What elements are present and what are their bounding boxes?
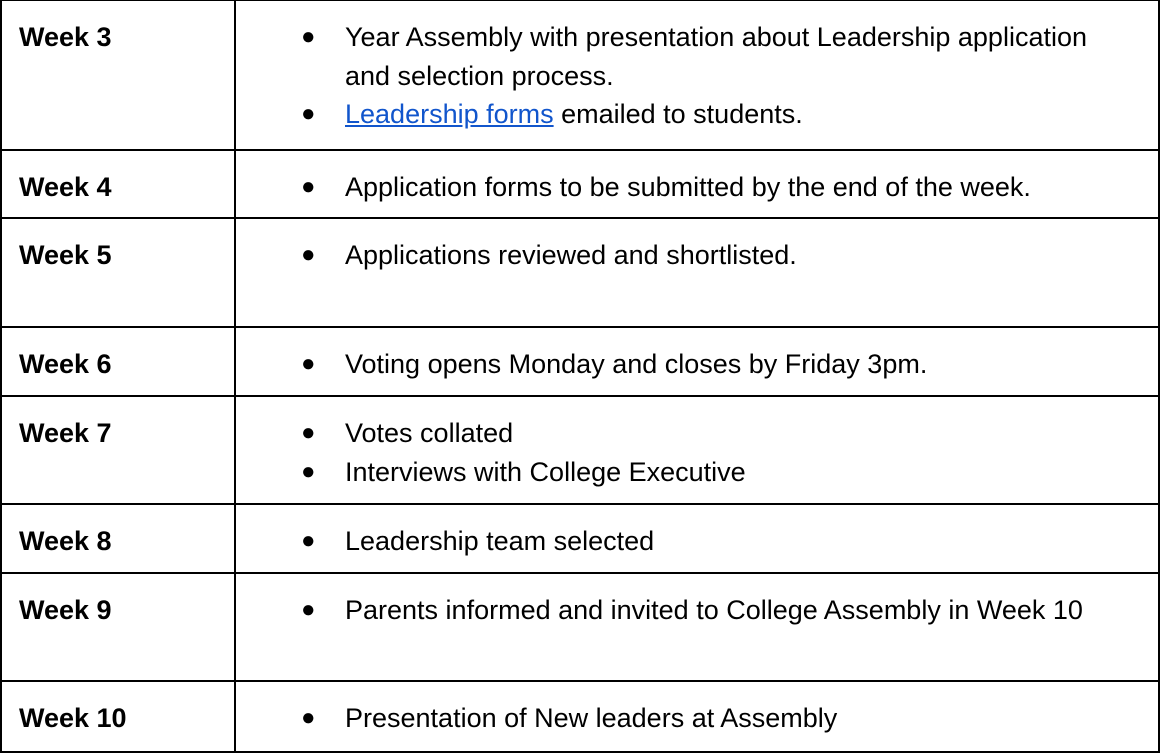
task-list	[236, 397, 1158, 491]
week-cell	[1, 504, 235, 573]
leadership-forms-link[interactable]: Leadership forms	[345, 99, 554, 129]
task-item	[236, 699, 1118, 738]
schedule-row	[1, 0, 1159, 150]
bullet-icon: ●	[301, 173, 316, 200]
task-text: Votes collated	[345, 418, 514, 448]
week-cell	[1, 573, 235, 681]
schedule-row	[1, 327, 1159, 396]
schedule-row	[1, 504, 1159, 573]
tasks-cell	[235, 681, 1159, 752]
task-text: Year Assembly with presentation about Leadership application and selection process.	[345, 22, 1087, 91]
schedule-row	[1, 218, 1159, 327]
task-list	[236, 328, 1158, 384]
task-item	[236, 168, 1118, 207]
tasks-cell	[235, 504, 1159, 573]
bullet-icon: ●	[301, 527, 316, 554]
week-label: Week 4	[19, 172, 112, 202]
bullet-icon: ●	[301, 457, 316, 485]
week-label: Week 8	[19, 526, 112, 556]
week-cell	[1, 218, 235, 327]
schedule-row	[1, 396, 1159, 504]
schedule-row	[1, 681, 1159, 752]
task-list	[236, 219, 1158, 275]
task-item	[236, 414, 1118, 453]
week-label: Week 10	[19, 703, 127, 733]
task-text: Voting opens Monday and closes by Friday 3pm.	[345, 349, 928, 379]
task-text: Parents informed and invited to College Assembly in Week 10	[345, 595, 1083, 625]
task-text: Applications reviewed and shortlisted.	[345, 240, 797, 270]
task-text: Presentation of New leaders at Assembly	[345, 703, 838, 733]
task-list	[236, 574, 1158, 630]
schedule-body	[1, 0, 1159, 752]
task-text: Interviews with College Executive	[345, 456, 746, 487]
task-list	[236, 505, 1158, 561]
bullet-icon: ●	[301, 100, 316, 127]
week-cell	[1, 150, 235, 218]
schedule-row	[1, 573, 1159, 681]
bullet-icon: ●	[301, 23, 316, 50]
bullet-icon: ●	[301, 704, 316, 731]
bullet-icon: ●	[301, 241, 316, 268]
tasks-cell	[235, 573, 1159, 681]
task-list	[236, 682, 1158, 738]
task-item	[236, 522, 1118, 561]
task-list	[236, 1, 1158, 134]
bullet-icon: ●	[301, 419, 316, 446]
task-item	[236, 591, 1118, 630]
week-label: Week 3	[19, 22, 112, 52]
week-cell	[1, 0, 235, 150]
tasks-cell	[235, 396, 1159, 504]
week-label: Week 6	[19, 349, 112, 379]
tasks-cell	[235, 150, 1159, 218]
week-cell	[1, 327, 235, 396]
tasks-cell	[235, 218, 1159, 327]
tasks-cell	[235, 327, 1159, 396]
week-cell	[1, 396, 235, 504]
task-item	[236, 18, 1118, 95]
bullet-icon: ●	[301, 596, 316, 623]
task-list	[236, 151, 1158, 207]
task-text: Application forms to be submitted by the end of the week.	[345, 172, 1031, 202]
schedule-row	[1, 150, 1159, 218]
bullet-icon: ●	[301, 350, 316, 377]
task-text: emailed to students.	[553, 99, 803, 129]
task-item	[236, 345, 1118, 384]
task-item	[236, 236, 1118, 275]
task-item	[236, 453, 1118, 492]
task-item	[236, 95, 1118, 134]
week-label: Week 9	[19, 595, 112, 625]
task-text: Leadership team selected	[345, 526, 655, 556]
tasks-cell	[235, 0, 1159, 150]
week-label: Week 7	[19, 418, 112, 448]
week-label: Week 5	[19, 240, 112, 270]
week-cell	[1, 681, 235, 752]
